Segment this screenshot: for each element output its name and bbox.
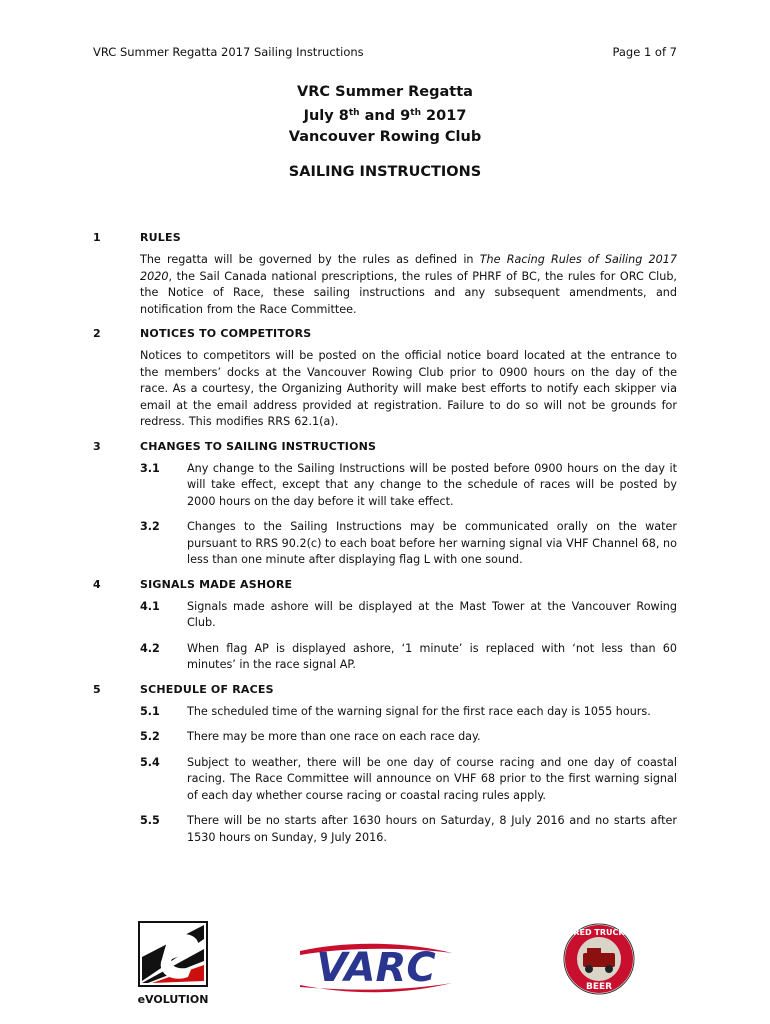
section-title: SIGNALS MADE ASHORE <box>140 577 293 591</box>
evolution-logo-text: eVOLUTION <box>138 993 209 1005</box>
section-number: 4 <box>93 577 101 591</box>
red-truck-text: RED TRUCK <box>573 928 625 937</box>
document-body <box>93 231 677 855</box>
subsection <box>140 641 677 674</box>
subsection-text: The scheduled time of the warning signal for the first race each day is 1055 hours. <box>187 704 651 718</box>
subsection-text: There may be more than one race on each race day. <box>187 730 481 743</box>
section-title: RULES <box>140 231 181 244</box>
running-header-title: VRC Summer Regatta 2017 Sailing Instructions <box>93 45 364 59</box>
section-rules <box>93 231 677 318</box>
section-signals <box>93 578 677 674</box>
sailing-instructions-heading: SAILING INSTRUCTIONS <box>288 164 482 180</box>
subsection <box>140 755 677 805</box>
subsection <box>140 599 677 632</box>
subsection-number: 5.4 <box>140 755 160 769</box>
section-title: SCHEDULE OF RACES <box>140 682 274 696</box>
varc-logo <box>294 937 456 995</box>
subsection-number: 3.1 <box>140 461 160 475</box>
red-truck-beer-logo <box>561 919 637 999</box>
sponsor-logos <box>0 915 770 1005</box>
section-number: 1 <box>93 231 101 244</box>
subsection-number: 3.2 <box>140 520 160 533</box>
section-paragraph: The regatta will be governed by the rules as defined in The Racing Rules of Sailing 2017 2020, the Sail Canada national prescriptions, the rules of PHRF of BC, the rules for ORC Club, the Notice of Race, these sailing instructions and any subsequent amendments, and notification from the Race Committee. <box>140 253 677 316</box>
subsection-text: Signals made ashore will be displayed at the Mast Tower at the Vancouver Rowing Club. <box>187 599 677 629</box>
subsection <box>140 729 677 746</box>
title-line-1: VRC Summer Regatta <box>297 84 473 100</box>
subsection <box>140 519 677 569</box>
subsection-number: 5.5 <box>140 814 160 827</box>
section-title: NOTICES TO COMPETITORS <box>140 327 312 340</box>
section-paragraph: Notices to competitors will be posted on the official notice board located at the entrance to the members’ docks at the Vancouver Rowing Club prior to 0900 hours on the day of the race. As a courtesy, the Organizing Authority will make best efforts to notify each skipper via email at the email address provided at registration. Failure to do so will not be grounds for redress. This modifies RRS 62.1(a). <box>140 349 677 428</box>
title-line-2: July 8th and 9th 2017 <box>303 108 467 124</box>
title-line-3: Vancouver Rowing Club <box>288 129 482 145</box>
subsection-number: 4.2 <box>140 641 160 655</box>
section-notices <box>93 327 677 431</box>
beer-text: BEER <box>585 982 613 992</box>
section-number: 3 <box>93 439 101 453</box>
subsection-text: When flag AP is displayed ashore, ‘1 minute’ is replaced with ‘not less than 60 minutes’ in the race signal AP. <box>187 641 677 671</box>
section-number: 2 <box>93 327 101 340</box>
section-schedule <box>93 683 677 847</box>
subsection-number: 5.2 <box>140 730 160 743</box>
subsection-text: Subject to weather, there will be one day of course racing and one day of coastal racing. The Race Committee will announce on VHF 68 prior to the first warning signal of each day whether course racing or coastal racing rules apply. <box>187 755 677 802</box>
subsection <box>140 813 677 846</box>
document-title <box>0 82 770 148</box>
evolution-logo <box>138 921 210 1005</box>
subsection-number: 5.1 <box>140 704 160 718</box>
subsection-text: Changes to the Sailing Instructions may be communicated orally on the water pursuant to RRS 90.2(c) to each boat before her warning signal via VHF Channel 68, no less than one minute after displaying flag L with one sound. <box>187 520 677 566</box>
subsection-number: 4.1 <box>140 599 160 613</box>
section-changes <box>93 440 677 569</box>
subsection <box>140 461 677 511</box>
section-title: CHANGES TO SAILING INSTRUCTIONS <box>140 439 377 453</box>
subsection-text: There will be no starts after 1630 hours on Saturday, 8 July 2016 and no starts after 1530 hours on Sunday, 9 July 2016. <box>187 814 677 844</box>
page-number: Page 1 of 7 <box>612 45 677 59</box>
subsection-text: Any change to the Sailing Instructions will be posted before 0900 hours on the day it will take effect, except that any change to the schedule of races will be posted by 2000 hours on the day before it will take effect. <box>187 461 677 508</box>
section-number: 5 <box>93 682 101 696</box>
varc-logo-text: VARC <box>316 945 436 991</box>
subsection <box>140 704 677 721</box>
